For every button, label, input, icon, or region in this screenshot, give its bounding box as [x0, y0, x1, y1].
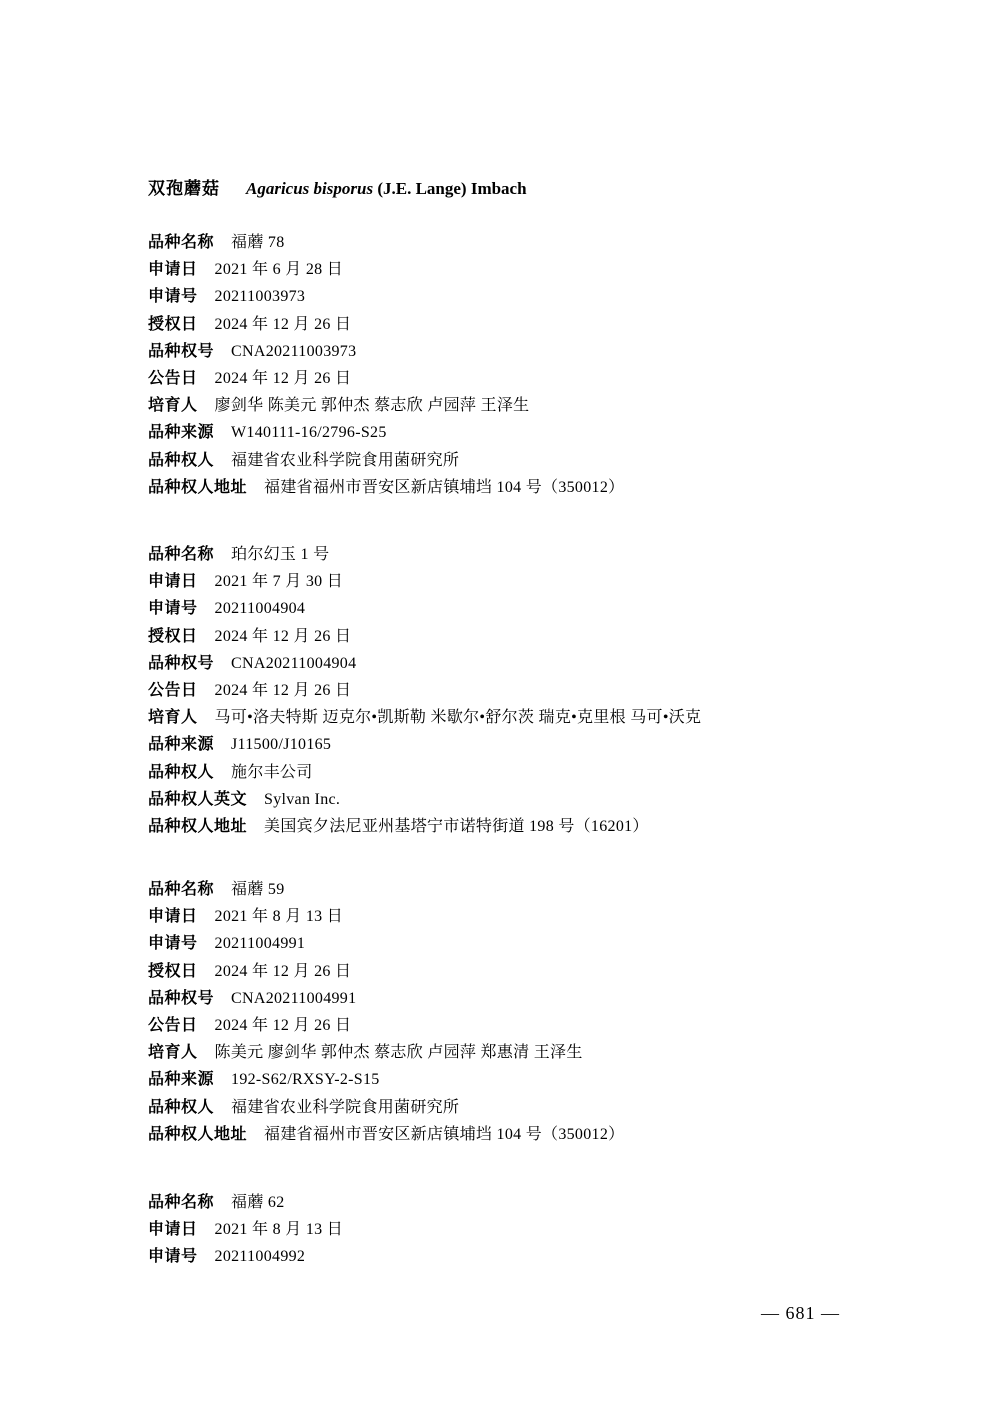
field-line — [148, 813, 868, 840]
field-line — [148, 392, 868, 419]
field-label: 申请号 — [148, 600, 198, 618]
field-line — [148, 677, 868, 704]
field-label: 申请日 — [148, 908, 198, 926]
field-value: 福建省农业科学院食用菌研究所 — [231, 451, 460, 469]
field-line — [148, 1189, 868, 1216]
field-label: 申请号 — [148, 1248, 198, 1266]
field-label: 品种来源 — [148, 1071, 215, 1089]
field-label: 品种来源 — [148, 736, 215, 754]
field-label: 公告日 — [148, 1016, 198, 1034]
field-label: 品种名称 — [148, 1194, 215, 1211]
species-title — [148, 174, 527, 199]
field-value: J11500/J10165 — [231, 736, 332, 754]
field-label: 品种权号 — [148, 342, 215, 360]
field-label: 申请日 — [148, 261, 198, 279]
field-line — [148, 419, 868, 446]
field-label: 培育人 — [148, 1044, 198, 1062]
field-label: 品种权人 — [148, 451, 215, 469]
field-value: 192-S62/RXSY-2-S15 — [231, 1071, 380, 1089]
field-label: 申请号 — [148, 288, 198, 306]
field-label: 申请号 — [148, 935, 198, 953]
field-line — [148, 958, 868, 985]
field-value: 20211003973 — [214, 288, 306, 306]
field-value: 福蘑 78 — [231, 234, 285, 251]
field-line — [148, 568, 868, 595]
field-line — [148, 1216, 868, 1243]
field-label: 培育人 — [148, 709, 198, 727]
field-line — [148, 595, 868, 622]
field-label: 公告日 — [148, 681, 198, 699]
field-value: 2024 年 12 月 26 日 — [214, 681, 352, 699]
field-label: 公告日 — [148, 369, 198, 387]
field-line — [148, 365, 868, 392]
variety-entry — [148, 1189, 868, 1271]
field-value: CNA20211003973 — [231, 342, 357, 360]
species-name-authority: (J.E. Lange) Imbach — [373, 179, 527, 198]
field-line — [148, 338, 868, 365]
field-line — [148, 704, 868, 731]
field-line — [148, 903, 868, 930]
field-line — [148, 623, 868, 650]
field-value: 福建省福州市晋安区新店镇埔垱 104 号（350012） — [264, 478, 625, 496]
field-value: 施尔丰公司 — [231, 763, 313, 781]
field-value: 福建省农业科学院食用菌研究所 — [231, 1098, 460, 1116]
field-label: 品种名称 — [148, 234, 215, 251]
field-value: 马可•洛夫特斯 迈克尔•凯斯勒 米歇尔•舒尔茨 瑞克•克里根 马可•沃克 — [214, 709, 702, 727]
field-value: 2024 年 12 月 26 日 — [214, 627, 352, 645]
field-line — [148, 474, 868, 501]
field-label: 品种名称 — [148, 881, 215, 898]
variety-entry — [148, 541, 868, 840]
field-label: 培育人 — [148, 397, 198, 415]
variety-entry — [148, 229, 868, 501]
field-value: 2024 年 12 月 26 日 — [214, 1016, 352, 1034]
field-line — [148, 311, 868, 338]
field-label: 申请日 — [148, 573, 198, 591]
field-value: Sylvan Inc. — [264, 790, 341, 808]
field-label: 品种权号 — [148, 989, 215, 1007]
field-line — [148, 1121, 868, 1148]
species-name-latin: Agaricus bisporus — [246, 179, 374, 198]
field-line — [148, 876, 868, 903]
field-line — [148, 1066, 868, 1093]
field-value: 福建省福州市晋安区新店镇埔垱 104 号（350012） — [264, 1125, 625, 1143]
field-label: 品种权人 — [148, 763, 215, 781]
field-value: 2024 年 12 月 26 日 — [214, 315, 352, 333]
field-value: 20211004904 — [214, 600, 306, 618]
field-label: 品种来源 — [148, 424, 215, 442]
field-label: 授权日 — [148, 315, 198, 333]
field-value: 2021 年 8 月 13 日 — [214, 908, 344, 926]
field-label: 品种权人英文 — [148, 790, 248, 808]
field-value: 陈美元 廖剑华 郭仲杰 蔡志欣 卢园萍 郑惠清 王泽生 — [214, 1044, 583, 1062]
field-value: 福蘑 62 — [231, 1194, 285, 1211]
field-value: 福蘑 59 — [231, 881, 285, 898]
field-label: 品种名称 — [148, 546, 215, 563]
field-line — [148, 447, 868, 474]
field-value: 2021 年 6 月 28 日 — [214, 261, 344, 279]
field-line — [148, 650, 868, 677]
page-number: — 681 — — [761, 1303, 840, 1323]
field-line — [148, 1243, 868, 1270]
variety-entry — [148, 876, 868, 1148]
field-line — [148, 759, 868, 786]
species-name-cn: 双孢蘑菇 — [148, 179, 220, 198]
field-value: CNA20211004991 — [231, 989, 357, 1007]
field-label: 品种权人地址 — [148, 478, 248, 496]
field-label: 授权日 — [148, 627, 198, 645]
field-line — [148, 229, 868, 256]
field-label: 品种权人 — [148, 1098, 215, 1116]
field-line — [148, 1039, 868, 1066]
field-value: 2021 年 7 月 30 日 — [214, 573, 344, 591]
field-line — [148, 541, 868, 568]
field-label: 品种权人地址 — [148, 1125, 248, 1143]
field-value: 2024 年 12 月 26 日 — [214, 369, 352, 387]
field-line — [148, 930, 868, 957]
field-label: 授权日 — [148, 962, 198, 980]
field-label: 申请日 — [148, 1221, 198, 1239]
field-value: 20211004991 — [214, 935, 306, 953]
field-label: 品种权人地址 — [148, 817, 248, 835]
field-value: 珀尔幻玉 1 号 — [231, 546, 330, 563]
field-line — [148, 283, 868, 310]
field-line — [148, 256, 868, 283]
field-line — [148, 985, 868, 1012]
field-value: 美国宾夕法尼亚州基塔宁市诺特街道 198 号（16201） — [264, 817, 649, 835]
field-line — [148, 1094, 868, 1121]
field-value: 2024 年 12 月 26 日 — [214, 962, 352, 980]
field-value: 廖剑华 陈美元 郭仲杰 蔡志欣 卢园萍 王泽生 — [214, 397, 530, 415]
field-line — [148, 731, 868, 758]
field-value: CNA20211004904 — [231, 654, 357, 672]
field-value: 2021 年 8 月 13 日 — [214, 1221, 344, 1239]
field-line — [148, 1012, 868, 1039]
field-value: W140111-16/2796-S25 — [231, 424, 387, 442]
field-label: 品种权号 — [148, 654, 215, 672]
field-value: 20211004992 — [214, 1248, 306, 1266]
field-line — [148, 786, 868, 813]
